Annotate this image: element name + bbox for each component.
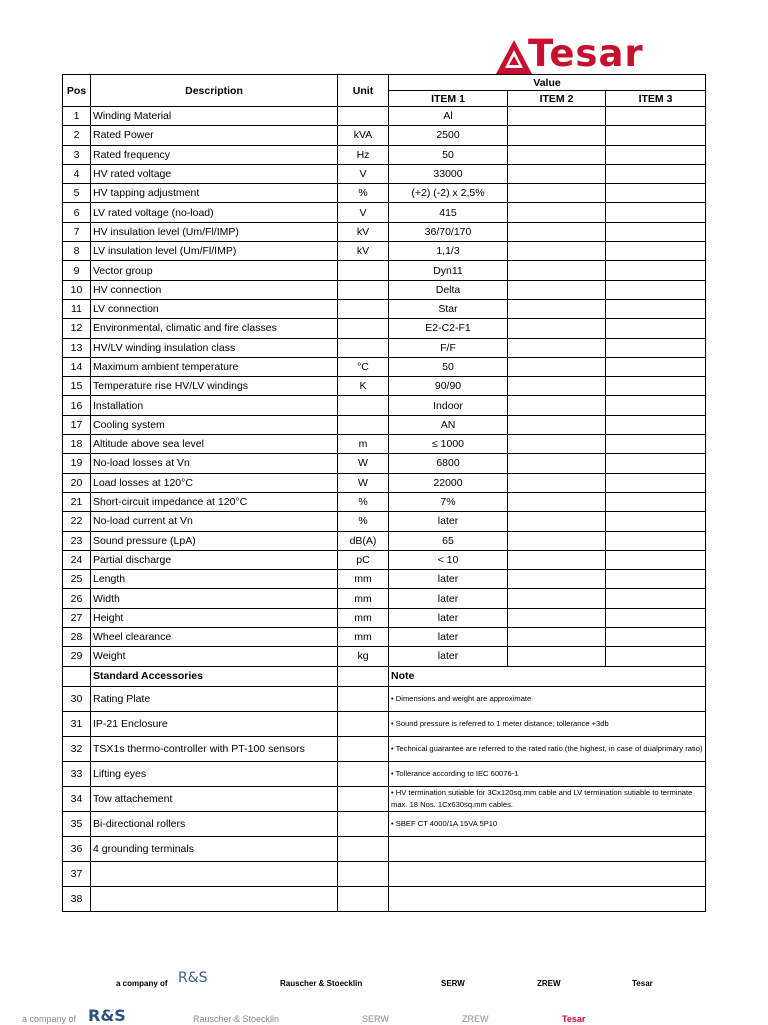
row-item1: Al (389, 107, 508, 126)
row-item2 (508, 338, 606, 357)
row-item1: later (389, 608, 508, 627)
row-item1: 7% (389, 492, 508, 511)
table-row (63, 242, 706, 261)
row-item1: later (389, 570, 508, 589)
row-item1: Indoor (389, 396, 508, 415)
row-unit: % (338, 492, 389, 511)
accessory-note: • Technical guarantee are referred to the rated ratio (the highest, in case of dualprimary ratio) (389, 736, 706, 761)
row-unit: V (338, 203, 389, 222)
tesar-logo-text: Tesar (528, 32, 644, 75)
table-row (63, 492, 706, 511)
row-description: Load losses at 120°C (91, 473, 338, 492)
row-pos: 12 (63, 319, 91, 338)
accessory-pos: 30 (63, 686, 91, 711)
footer-company-rs: Rauscher & Stoecklin (280, 979, 363, 988)
accessories-heading: Standard Accessories (91, 666, 338, 686)
row-pos: 8 (63, 242, 91, 261)
row-description: Environmental, climatic and fire classes (91, 319, 338, 338)
row-item1: (+2) (-2) x 2,5% (389, 184, 508, 203)
accessory-pos: 38 (63, 886, 91, 911)
accessory-pos: 36 (63, 836, 91, 861)
row-description: Altitude above sea level (91, 435, 338, 454)
header-item2: ITEM 2 (508, 91, 606, 107)
row-item1: later (389, 647, 508, 666)
table-row (63, 396, 706, 415)
accessory-row (63, 761, 706, 786)
row-item3 (606, 222, 706, 241)
row-description: LV insulation level (Um/Fl/IMP) (91, 242, 338, 261)
row-description: HV tapping adjustment (91, 184, 338, 203)
row-pos: 1 (63, 107, 91, 126)
accessory-description: Bi-directional rollers (91, 811, 338, 836)
row-item2 (508, 396, 606, 415)
row-pos: 27 (63, 608, 91, 627)
footer2-a-company-of: a company of (22, 1014, 77, 1024)
accessory-note: • SBEF CT 4000/1A 15VA 5P10 (389, 811, 706, 836)
row-pos: 7 (63, 222, 91, 241)
row-unit (338, 107, 389, 126)
row-item1: 1,1/3 (389, 242, 508, 261)
row-item2 (508, 492, 606, 511)
row-pos: 26 (63, 589, 91, 608)
row-description: Sound pressure (LpA) (91, 531, 338, 550)
row-item2 (508, 164, 606, 183)
header-value: Value (389, 75, 706, 91)
row-description: HV insulation level (Um/Fl/IMP) (91, 222, 338, 241)
row-item1: later (389, 512, 508, 531)
row-item2 (508, 222, 606, 241)
accessory-unit-blank (338, 861, 389, 886)
accessory-row (63, 736, 706, 761)
row-item1: F/F (389, 338, 508, 357)
row-item2 (508, 184, 606, 203)
row-description: Installation (91, 396, 338, 415)
row-item2 (508, 550, 606, 569)
row-item2 (508, 319, 606, 338)
row-item1: AN (389, 415, 508, 434)
row-unit (338, 299, 389, 318)
table-row (63, 222, 706, 241)
row-item1: 2500 (389, 126, 508, 145)
accessory-pos: 37 (63, 861, 91, 886)
row-unit: dB(A) (338, 531, 389, 550)
table-row (63, 570, 706, 589)
accessory-note: • HV termination sutiable for 3Cx120sq.mm cable and LV termination sutiable to terminate max. 18 Nos. 1Cx630sq.mm cables. (389, 786, 706, 811)
row-item1: 415 (389, 203, 508, 222)
row-item3 (606, 242, 706, 261)
row-unit: mm (338, 589, 389, 608)
row-item1: 50 (389, 145, 508, 164)
table-row (63, 628, 706, 647)
table-row (63, 338, 706, 357)
accessory-unit-blank (338, 736, 389, 761)
footer2-company-rs: Rauscher & Stoecklin (193, 1014, 280, 1024)
row-item2 (508, 435, 606, 454)
row-item2 (508, 203, 606, 222)
row-unit: kg (338, 647, 389, 666)
row-description: Wheel clearance (91, 628, 338, 647)
row-item3 (606, 647, 706, 666)
row-pos: 14 (63, 357, 91, 376)
row-item2 (508, 145, 606, 164)
row-item3 (606, 628, 706, 647)
table-row (63, 261, 706, 280)
row-description: HV connection (91, 280, 338, 299)
row-item1: Delta (389, 280, 508, 299)
row-description: Height (91, 608, 338, 627)
row-item2 (508, 628, 606, 647)
accessory-note: • Dimensions and weight are approximate (389, 686, 706, 711)
accessory-row (63, 836, 706, 861)
footer-company-tesar: Tesar (632, 979, 653, 988)
row-pos: 29 (63, 647, 91, 666)
accessory-row (63, 886, 706, 911)
row-item3 (606, 492, 706, 511)
row-item2 (508, 608, 606, 627)
tesar-logo (494, 32, 664, 78)
footer2-company-zrew: ZREW (462, 1014, 489, 1024)
row-unit (338, 261, 389, 280)
row-unit: kV (338, 222, 389, 241)
row-item2 (508, 454, 606, 473)
row-unit: W (338, 454, 389, 473)
header-description: Description (91, 75, 338, 107)
row-unit (338, 415, 389, 434)
accessory-note (389, 861, 706, 886)
table-row (63, 608, 706, 627)
accessory-unit-blank (338, 886, 389, 911)
row-unit: % (338, 512, 389, 531)
header-unit: Unit (338, 75, 389, 107)
row-item2 (508, 126, 606, 145)
accessory-unit-blank (338, 761, 389, 786)
row-description: LV connection (91, 299, 338, 318)
table-row (63, 126, 706, 145)
accessory-pos: 35 (63, 811, 91, 836)
row-item1: E2-C2-F1 (389, 319, 508, 338)
header-item1: ITEM 1 (389, 91, 508, 107)
row-description: Rated frequency (91, 145, 338, 164)
accessory-description (91, 861, 338, 886)
row-item3 (606, 435, 706, 454)
row-pos: 2 (63, 126, 91, 145)
row-item3 (606, 608, 706, 627)
row-item2 (508, 377, 606, 396)
row-pos: 3 (63, 145, 91, 164)
row-item1: ≤ 1000 (389, 435, 508, 454)
table-row (63, 415, 706, 434)
row-item3 (606, 454, 706, 473)
row-item3 (606, 164, 706, 183)
table-row (63, 454, 706, 473)
table-row (63, 107, 706, 126)
accessory-description: IP-21 Enclosure (91, 711, 338, 736)
accessory-pos: 31 (63, 711, 91, 736)
row-item2 (508, 299, 606, 318)
row-item1: 65 (389, 531, 508, 550)
row-description: Weight (91, 647, 338, 666)
row-description: Width (91, 589, 338, 608)
accessory-unit-blank (338, 836, 389, 861)
footer-company-zrew: ZREW (537, 979, 561, 988)
row-pos: 17 (63, 415, 91, 434)
table-row (63, 435, 706, 454)
row-item3 (606, 377, 706, 396)
row-item2 (508, 261, 606, 280)
row-item1: later (389, 628, 508, 647)
row-description: Cooling system (91, 415, 338, 434)
accessory-pos: 34 (63, 786, 91, 811)
row-item2 (508, 531, 606, 550)
row-pos: 19 (63, 454, 91, 473)
accessory-note (389, 886, 706, 911)
accessory-row (63, 811, 706, 836)
row-pos: 10 (63, 280, 91, 299)
row-unit: % (338, 184, 389, 203)
row-item3 (606, 473, 706, 492)
row-item1: later (389, 589, 508, 608)
accessory-unit-blank (338, 711, 389, 736)
row-unit (338, 338, 389, 357)
row-description: No-load losses at Vn (91, 454, 338, 473)
row-item2 (508, 473, 606, 492)
row-item2 (508, 647, 606, 666)
row-pos: 22 (63, 512, 91, 531)
footer-company-serw: SERW (441, 979, 465, 988)
row-item1: < 10 (389, 550, 508, 569)
row-description: Rated Power (91, 126, 338, 145)
row-item1: 6800 (389, 454, 508, 473)
table-row (63, 203, 706, 222)
row-item2 (508, 357, 606, 376)
row-pos: 5 (63, 184, 91, 203)
table-row (63, 184, 706, 203)
row-pos: 18 (63, 435, 91, 454)
table-row (63, 145, 706, 164)
accessory-description: TSX1s thermo-controller with PT-100 sensors (91, 736, 338, 761)
row-pos: 24 (63, 550, 91, 569)
table-row (63, 319, 706, 338)
table-row (63, 280, 706, 299)
row-item1: 36/70/170 (389, 222, 508, 241)
row-item3 (606, 280, 706, 299)
accessories-unit-blank (338, 666, 389, 686)
row-item3 (606, 357, 706, 376)
row-description: Vector group (91, 261, 338, 280)
table-row (63, 589, 706, 608)
row-pos: 4 (63, 164, 91, 183)
accessory-note: • Sound pressure is referred to 1 meter distance; tollerance +3db (389, 711, 706, 736)
row-pos: 23 (63, 531, 91, 550)
table-row (63, 531, 706, 550)
accessory-row (63, 711, 706, 736)
row-item1: 33000 (389, 164, 508, 183)
footer2-company-serw: SERW (362, 1014, 389, 1024)
table-row (63, 377, 706, 396)
row-description: LV rated voltage (no-load) (91, 203, 338, 222)
row-description: Short-circuit impedance at 120°C (91, 492, 338, 511)
accessory-description: Tow attachement (91, 786, 338, 811)
footer-companies-faded (0, 1004, 768, 1024)
row-item3 (606, 415, 706, 434)
footer-rs-logo: R&S (178, 970, 208, 986)
accessory-description: 4 grounding terminals (91, 836, 338, 861)
row-unit: kVA (338, 126, 389, 145)
row-item2 (508, 589, 606, 608)
row-unit: Hz (338, 145, 389, 164)
footer2-rs-logo: R&S (88, 1006, 126, 1025)
row-item3 (606, 550, 706, 569)
footer-companies (0, 968, 768, 998)
row-item3 (606, 299, 706, 318)
footer2-company-tesar: Tesar (562, 1014, 586, 1024)
row-description: Winding Material (91, 107, 338, 126)
row-item3 (606, 570, 706, 589)
accessory-unit-blank (338, 811, 389, 836)
row-item2 (508, 415, 606, 434)
row-pos: 21 (63, 492, 91, 511)
row-unit: pC (338, 550, 389, 569)
header-row (63, 75, 706, 91)
accessory-pos: 33 (63, 761, 91, 786)
row-pos: 13 (63, 338, 91, 357)
accessory-row (63, 861, 706, 886)
row-description: Partial discharge (91, 550, 338, 569)
row-unit: m (338, 435, 389, 454)
row-unit: kV (338, 242, 389, 261)
row-description: HV rated voltage (91, 164, 338, 183)
row-description: Length (91, 570, 338, 589)
row-item2 (508, 107, 606, 126)
row-description: Maximum ambient temperature (91, 357, 338, 376)
row-pos: 9 (63, 261, 91, 280)
row-pos: 28 (63, 628, 91, 647)
accessory-note: • Tollerance according to IEC 60076-1 (389, 761, 706, 786)
accessory-note (389, 836, 706, 861)
row-unit: °C (338, 357, 389, 376)
table-row (63, 473, 706, 492)
row-item3 (606, 396, 706, 415)
accessory-row (63, 686, 706, 711)
row-unit: W (338, 473, 389, 492)
row-pos: 25 (63, 570, 91, 589)
accessory-unit-blank (338, 786, 389, 811)
row-item3 (606, 203, 706, 222)
accessories-header-row (63, 666, 706, 686)
row-item3 (606, 338, 706, 357)
row-pos: 6 (63, 203, 91, 222)
row-item1: Dyn11 (389, 261, 508, 280)
table-row (63, 512, 706, 531)
row-unit: mm (338, 608, 389, 627)
row-unit: mm (338, 570, 389, 589)
note-heading: Note (389, 666, 706, 686)
header-item3: ITEM 3 (606, 91, 706, 107)
table-row (63, 357, 706, 376)
row-item2 (508, 280, 606, 299)
row-item3 (606, 184, 706, 203)
row-unit: mm (338, 628, 389, 647)
row-unit (338, 319, 389, 338)
row-item3 (606, 319, 706, 338)
row-item1: Star (389, 299, 508, 318)
row-pos: 15 (63, 377, 91, 396)
row-item3 (606, 589, 706, 608)
row-item2 (508, 570, 606, 589)
row-unit: V (338, 164, 389, 183)
accessory-row (63, 786, 706, 811)
row-item3 (606, 145, 706, 164)
row-description: Temperature rise HV/LV windings (91, 377, 338, 396)
specification-table (62, 74, 706, 912)
row-pos: 16 (63, 396, 91, 415)
row-item1: 22000 (389, 473, 508, 492)
row-unit (338, 396, 389, 415)
row-pos: 11 (63, 299, 91, 318)
table-row (63, 164, 706, 183)
row-item3 (606, 261, 706, 280)
row-item1: 90/90 (389, 377, 508, 396)
row-pos: 20 (63, 473, 91, 492)
accessories-pos-blank (63, 666, 91, 686)
accessory-description: Lifting eyes (91, 761, 338, 786)
row-item2 (508, 512, 606, 531)
row-unit (338, 280, 389, 299)
accessory-unit-blank (338, 686, 389, 711)
footer-a-company-of: a company of (116, 979, 168, 988)
row-item2 (508, 242, 606, 261)
accessory-pos: 32 (63, 736, 91, 761)
row-unit: K (338, 377, 389, 396)
row-item3 (606, 512, 706, 531)
accessory-description (91, 886, 338, 911)
row-description: No-load current at Vn (91, 512, 338, 531)
row-item3 (606, 107, 706, 126)
row-item1: 50 (389, 357, 508, 376)
table-row (63, 550, 706, 569)
row-item3 (606, 531, 706, 550)
header-pos: Pos (63, 75, 91, 107)
row-description: HV/LV winding insulation class (91, 338, 338, 357)
row-item3 (606, 126, 706, 145)
accessory-description: Rating Plate (91, 686, 338, 711)
table-row (63, 647, 706, 666)
table-row (63, 299, 706, 318)
